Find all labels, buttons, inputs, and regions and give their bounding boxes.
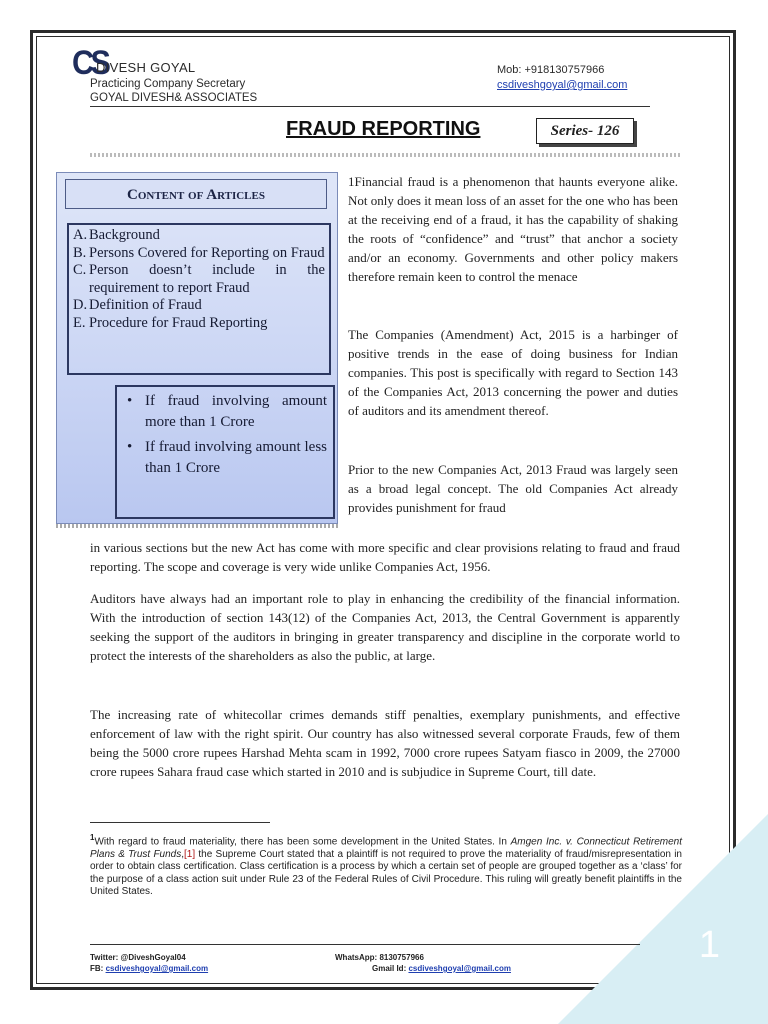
column-paragraph-2: The Companies (Amendment) Act, 2015 is a harbinger of positive trends in the ease of doing business for Indian companies. This post is specifically with regard to Section 143 of the Companies Act, 2013 concerning the power and duties of auditors and its amendment thereof. (348, 327, 678, 418)
case-name: Amgen Inc. v. Connecticut Retirement Plans & Trust Funds (90, 836, 682, 860)
author-designation: Practicing Company Secretary (90, 78, 246, 90)
procedure-sublist (115, 385, 335, 519)
header-email-link[interactable]: csdiveshgoyal@gmail.com (497, 79, 628, 91)
toc-letter: E. (73, 314, 86, 331)
footer-gmail (372, 964, 511, 973)
toc-item-background (73, 227, 325, 245)
contents-list (67, 223, 331, 375)
bullet-icon: • (127, 393, 133, 409)
firm-name: GOYAL DIVESH& ASSOCIATES (90, 92, 258, 104)
sub-item-below-1-crore (123, 437, 327, 479)
footnote-text-1: With regard to fraud materiality, there has been some development in the United States. In (94, 836, 511, 848)
body-paragraph-2: Auditors have always had an important role to play in enhancing the credibility of the financial information. With the introduction of section 143(12) of the Companies Act, 2013, the Central Government is apparently seeking the support of the auditors in bringing in greater transparency and discipline in the corporate world to protect the interests of the shareholders as also the public, at large. (90, 591, 680, 663)
footer-rule (90, 944, 640, 945)
sub-item-above-1-crore (123, 391, 327, 433)
fb-label: FB: (90, 964, 106, 973)
footnote-rule (90, 822, 270, 823)
sub-item-text: If fraud involving amount less than 1 Crore (145, 439, 327, 476)
toc-text: Persons Covered for Reporting on Fraud (89, 244, 325, 261)
toc-item-person-excluded (73, 262, 325, 297)
title-divider (90, 153, 680, 157)
body-paragraph-3: The increasing rate of whitecollar crimes demands stiff penalties, exemplary punishments, and effective enforcement of law with the right spirit. Our country has also witnessed several corporate Frauds, few of them being the 5000 crore rupees Harshad Mehta scam in 1992, 7000 crore rupees Satyam fiasco in 2009, the 27000 crore rupees Sahara fraud case which started in 2010 and is subjudice in Supreme Court, till date. (90, 707, 680, 779)
toc-item-definition (73, 297, 325, 315)
sidebar-divider (56, 524, 338, 528)
page-number: 1 (698, 924, 720, 966)
footnote-reference-link[interactable]: [1] (184, 848, 196, 860)
toc-text: Background (89, 227, 160, 243)
toc-item-procedure (73, 315, 325, 333)
toc-text: Person doesn’t include in the requirement to report Fraud (89, 262, 325, 296)
toc-letter: D. (73, 297, 88, 313)
series-badge: Series- 126 (536, 118, 634, 144)
footnote-text-2: the Supreme Court stated that a plaintiff is not required to prove the materiality of fraud/misrepresentation in order to obtain class certification. Class certification is a process by which a certain set of people are grouped together as a ‘class’ for the purpose of a class action suit under Rule 23 of the Federal Rules of Civil Procedure. This ruling will greatly benefit plaintiffs in the United States. (90, 848, 682, 898)
column-paragraph-3: Prior to the new Companies Act, 2013 Fraud was largely seen as a broad legal concept. The old Companies Act already provides punishment for fraud (348, 462, 678, 515)
sub-item-text: If fraud involving amount more than 1 Crore (145, 393, 327, 430)
cs-logo: CS (72, 44, 108, 82)
gmail-link[interactable]: csdiveshgoyal@gmail.com (408, 964, 511, 973)
mobile-number: Mob: +918130757966 (497, 64, 605, 76)
column-paragraph-1: 1Financial fraud is a phenomenon that haunts everyone alike. Not only does it mean loss of an asset for the one who has been at the receiving end of a fraud, it has the capability of shaking the roots of “confidence” and “trust” that anchor a society and/or an economy. Governments and other policy makers therefore remain keen to control the menace (348, 174, 678, 284)
header-rule (90, 106, 650, 107)
body-paragraph-1: in various sections but the new Act has come with more specific and clear provisions relating to fraud and fraud reporting. The scope and coverage is very wide unlike Companies Act, 1956. (90, 540, 680, 574)
footnote-marker: 1 (90, 833, 95, 842)
toc-letter: B. (73, 244, 87, 261)
fb-link[interactable]: csdiveshgoyal@gmail.com (105, 964, 209, 973)
toc-text: Procedure for Fraud Reporting (89, 314, 268, 331)
footer-whatsapp: WhatsApp: 8130757966 (335, 953, 424, 962)
gmail-label: Gmail Id: (372, 964, 409, 973)
toc-letter: A. (73, 227, 88, 243)
bullet-icon: • (127, 439, 133, 455)
toc-letter: C. (73, 262, 87, 278)
contents-heading: Content of Articles (65, 179, 327, 209)
toc-item-persons-covered (73, 245, 325, 263)
author-name: DIVESH GOYAL (96, 60, 196, 75)
page-title: FRAUD REPORTING (286, 118, 481, 140)
toc-text: Definition of Fraud (89, 297, 202, 313)
contents-sidebar (56, 172, 338, 524)
footer-twitter: Twitter: @DiveshGoyal04 (90, 953, 186, 962)
footer-facebook (90, 964, 208, 973)
footnote: $^1$With regard to fraud materiality, there has been some development in the United States. In Amgen Inc. v. Connecticut Retirement Plans & Trust Funds,[1] the Supreme Court stated that a plaintiff is not required to prove the materiality of fraud/misrepresentation in order to obtain class certification. Class certification is a process by which a certain set of people are grouped together as a ‘class’ for the purpose of a class action suit under Rule 23 of the Federal Rules of Civil Procedure. This ruling will greatly benefit plaintiffs in the United States. (90, 833, 682, 898)
